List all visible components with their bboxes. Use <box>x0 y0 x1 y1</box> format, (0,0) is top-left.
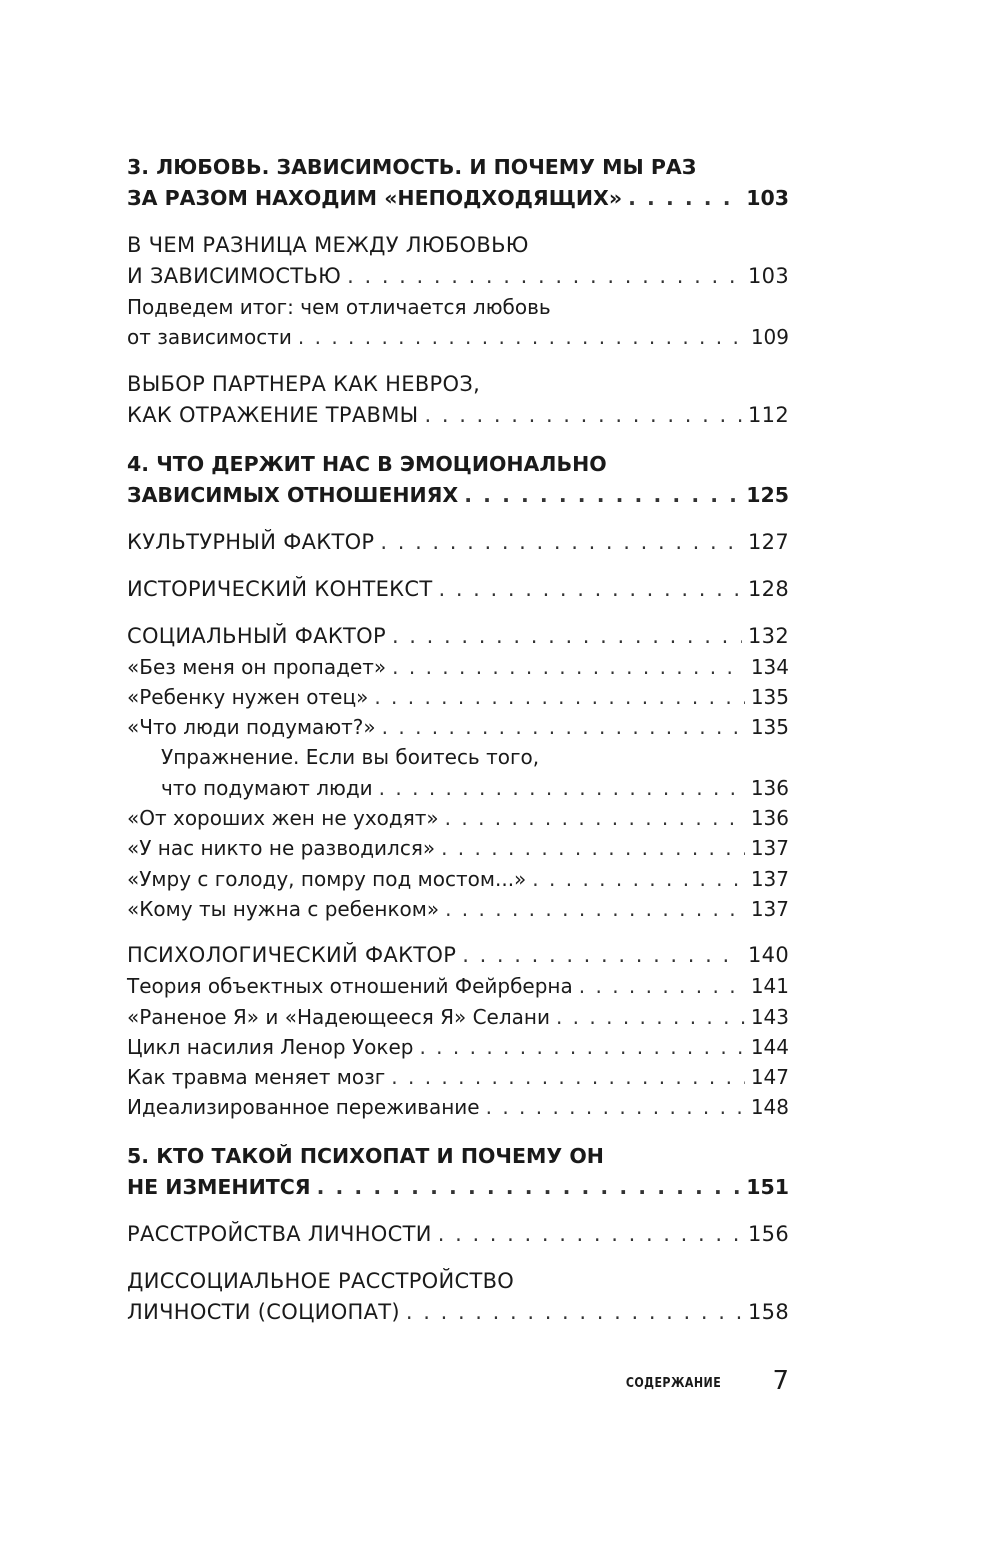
toc-entry-title: ИСТОРИЧЕСКИЙ КОНТЕКСТ <box>127 576 433 601</box>
toc-entry-sub <box>127 1062 789 1092</box>
toc-entry-title: Идеализированное переживание <box>127 1095 480 1120</box>
toc-entry-sub <box>127 712 789 742</box>
toc-page-number: 134 <box>750 654 789 679</box>
toc-page-number: 132 <box>748 623 789 648</box>
toc-page-number: 128 <box>748 576 789 601</box>
toc-entry-title: Как травма меняет мозг <box>127 1065 386 1090</box>
toc-entry-chapter <box>127 152 789 214</box>
dot-leader <box>391 1062 745 1092</box>
toc-entry-section <box>127 369 789 431</box>
toc-entry-title: КУЛЬТУРНЫЙ ФАКТОР <box>127 529 375 554</box>
toc-page-number: 137 <box>750 896 789 921</box>
toc-page-number: 135 <box>750 684 789 709</box>
toc-page-number: 141 <box>750 974 789 999</box>
toc-entry-sub <box>127 1002 789 1032</box>
toc-entry-title-line: Упражнение. Если вы боитесь того, <box>161 745 540 770</box>
toc-page-number: 136 <box>750 806 789 831</box>
toc-page-number: 103 <box>748 264 789 288</box>
toc-entry-section <box>127 621 789 652</box>
toc-entry-title: ПСИХОЛОГИЧЕСКИЙ ФАКТОР <box>127 943 457 968</box>
toc-entry-title: «У нас никто не разводился» <box>127 836 436 861</box>
toc-entry-sub <box>127 1092 789 1122</box>
toc-page-number: 156 <box>748 1221 789 1246</box>
toc-entry-sub <box>127 652 789 682</box>
dot-leader <box>438 574 742 605</box>
toc-entry-title-line: В ЧЕМ РАЗНИЦА МЕЖДУ ЛЮБОВЬЮ <box>127 233 529 257</box>
dot-leader <box>374 682 745 712</box>
toc-entry-title: что подумают люди <box>161 775 373 800</box>
toc-page-number: 147 <box>750 1065 789 1090</box>
dot-leader <box>317 1172 741 1203</box>
toc-entry-title: от зависимости <box>127 325 292 350</box>
dot-leader <box>379 773 745 803</box>
dot-leader <box>628 183 740 214</box>
toc-entry-title: «Что люди подумают?» <box>127 715 376 740</box>
toc-entry-sub <box>127 833 789 863</box>
toc-entry-section <box>127 940 789 971</box>
toc-entry-sub <box>127 971 789 1001</box>
toc-page-number: 140 <box>748 943 789 968</box>
toc-entry-title: «Кому ты нужна с ребенком» <box>127 896 440 921</box>
running-header-label: СОДЕРЖАНИЕ <box>625 1376 721 1391</box>
toc-entry-title-line: 4. ЧТО ДЕРЖИТ НАС В ЭМОЦИОНАЛЬНО <box>127 451 607 476</box>
dot-leader <box>392 621 742 652</box>
toc-entry-title: Теория объектных отношений Фейрберна <box>127 974 573 999</box>
toc-entry-title: ЗАВИСИМЫХ ОТНОШЕНИЯХ <box>127 482 459 507</box>
dot-leader <box>298 322 745 352</box>
toc-page-number: 137 <box>750 836 789 861</box>
toc-entry-chapter <box>127 449 789 511</box>
dot-leader <box>532 864 745 894</box>
toc-entry-title: «От хороших жен не уходят» <box>127 806 439 831</box>
toc-entry-title: «Без меня он пропадет» <box>127 654 387 679</box>
toc-page-number: 136 <box>750 775 789 800</box>
toc-page-number: 143 <box>750 1004 789 1029</box>
toc-entry-title-line: ВЫБОР ПАРТНЕРА КАК НЕВРОЗ, <box>127 371 481 396</box>
toc-entry-sub <box>127 894 789 924</box>
toc-entry-section <box>127 230 789 292</box>
toc-page-number: 103 <box>746 186 789 210</box>
toc-entry-sub <box>127 1032 789 1062</box>
toc-entry-section <box>127 574 789 605</box>
dot-leader <box>406 1297 742 1328</box>
dot-leader <box>380 527 742 558</box>
toc-page-number: 151 <box>746 1174 789 1199</box>
dot-leader <box>486 1092 745 1122</box>
dot-leader <box>425 400 743 431</box>
toc-entry-sub <box>127 864 789 894</box>
toc-entry-title: И ЗАВИСИМОСТЬЮ <box>127 264 342 288</box>
table-of-contents <box>127 152 789 1328</box>
toc-entry-title-line: Подведем итог: чем отличается любовь <box>127 295 551 319</box>
dot-leader <box>441 833 745 863</box>
dot-leader <box>419 1032 744 1062</box>
toc-entry-section <box>127 1266 789 1328</box>
toc-entry-title: КАК ОТРАЖЕНИЕ ТРАВМЫ <box>127 402 419 427</box>
toc-entry-chapter <box>127 1141 789 1203</box>
toc-page-number: 137 <box>750 866 789 891</box>
dot-leader <box>438 1219 742 1250</box>
toc-page-number: 144 <box>750 1034 789 1059</box>
toc-entry-title: «Ребенку нужен отец» <box>127 684 369 709</box>
toc-entry-title: «Умру с голоду, помру под мостом...» <box>127 866 527 891</box>
toc-entry-sub <box>127 292 789 353</box>
toc-page-number: 148 <box>750 1095 789 1120</box>
page-number: 7 <box>772 1366 789 1396</box>
toc-page-number: 135 <box>750 715 789 740</box>
dot-leader <box>556 1002 745 1032</box>
toc-entry-title: РАССТРОЙСТВА ЛИЧНОСТИ <box>127 1221 432 1246</box>
dot-leader <box>462 940 742 971</box>
toc-entry-title-line: ДИССОЦИАЛЬНОЕ РАССТРОЙСТВО <box>127 1268 515 1293</box>
toc-entry-title: ЛИЧНОСТИ (СОЦИОПАТ) <box>127 1299 400 1324</box>
toc-entry-subsub <box>127 742 789 803</box>
dot-leader <box>464 480 740 511</box>
toc-entry-sub <box>127 803 789 833</box>
toc-entry-section <box>127 527 789 558</box>
toc-entry-title: СОЦИАЛЬНЫЙ ФАКТОР <box>127 623 386 648</box>
dot-leader <box>579 971 745 1001</box>
dot-leader <box>382 712 745 742</box>
toc-page-number: 112 <box>748 402 789 427</box>
toc-entry-section <box>127 1219 789 1250</box>
toc-page-number: 109 <box>750 325 789 350</box>
toc-entry-title: Цикл насилия Ленор Уокер <box>127 1034 414 1059</box>
toc-entry-title-line: 3. ЛЮБОВЬ. ЗАВИСИМОСТЬ. И ПОЧЕМУ МЫ РАЗ <box>127 155 697 179</box>
toc-page-number: 127 <box>748 529 789 554</box>
toc-entry-title: НЕ ИЗМЕНИТСЯ <box>127 1174 311 1199</box>
page-footer <box>0 1366 789 1402</box>
dot-leader <box>392 652 745 682</box>
dot-leader <box>445 894 745 924</box>
toc-page-number: 125 <box>746 482 789 507</box>
dot-leader <box>347 261 742 292</box>
toc-entry-title-line: 5. КТО ТАКОЙ ПСИХОПАТ И ПОЧЕМУ ОН <box>127 1143 604 1168</box>
toc-entry-sub <box>127 682 789 712</box>
toc-entry-title: «Раненое Я» и «Надеющееся Я» Селани <box>127 1004 550 1029</box>
toc-page-number: 158 <box>748 1299 789 1324</box>
dot-leader <box>445 803 745 833</box>
toc-entry-title: ЗА РАЗОМ НАХОДИМ «НЕПОДХОДЯЩИХ» <box>127 186 623 210</box>
